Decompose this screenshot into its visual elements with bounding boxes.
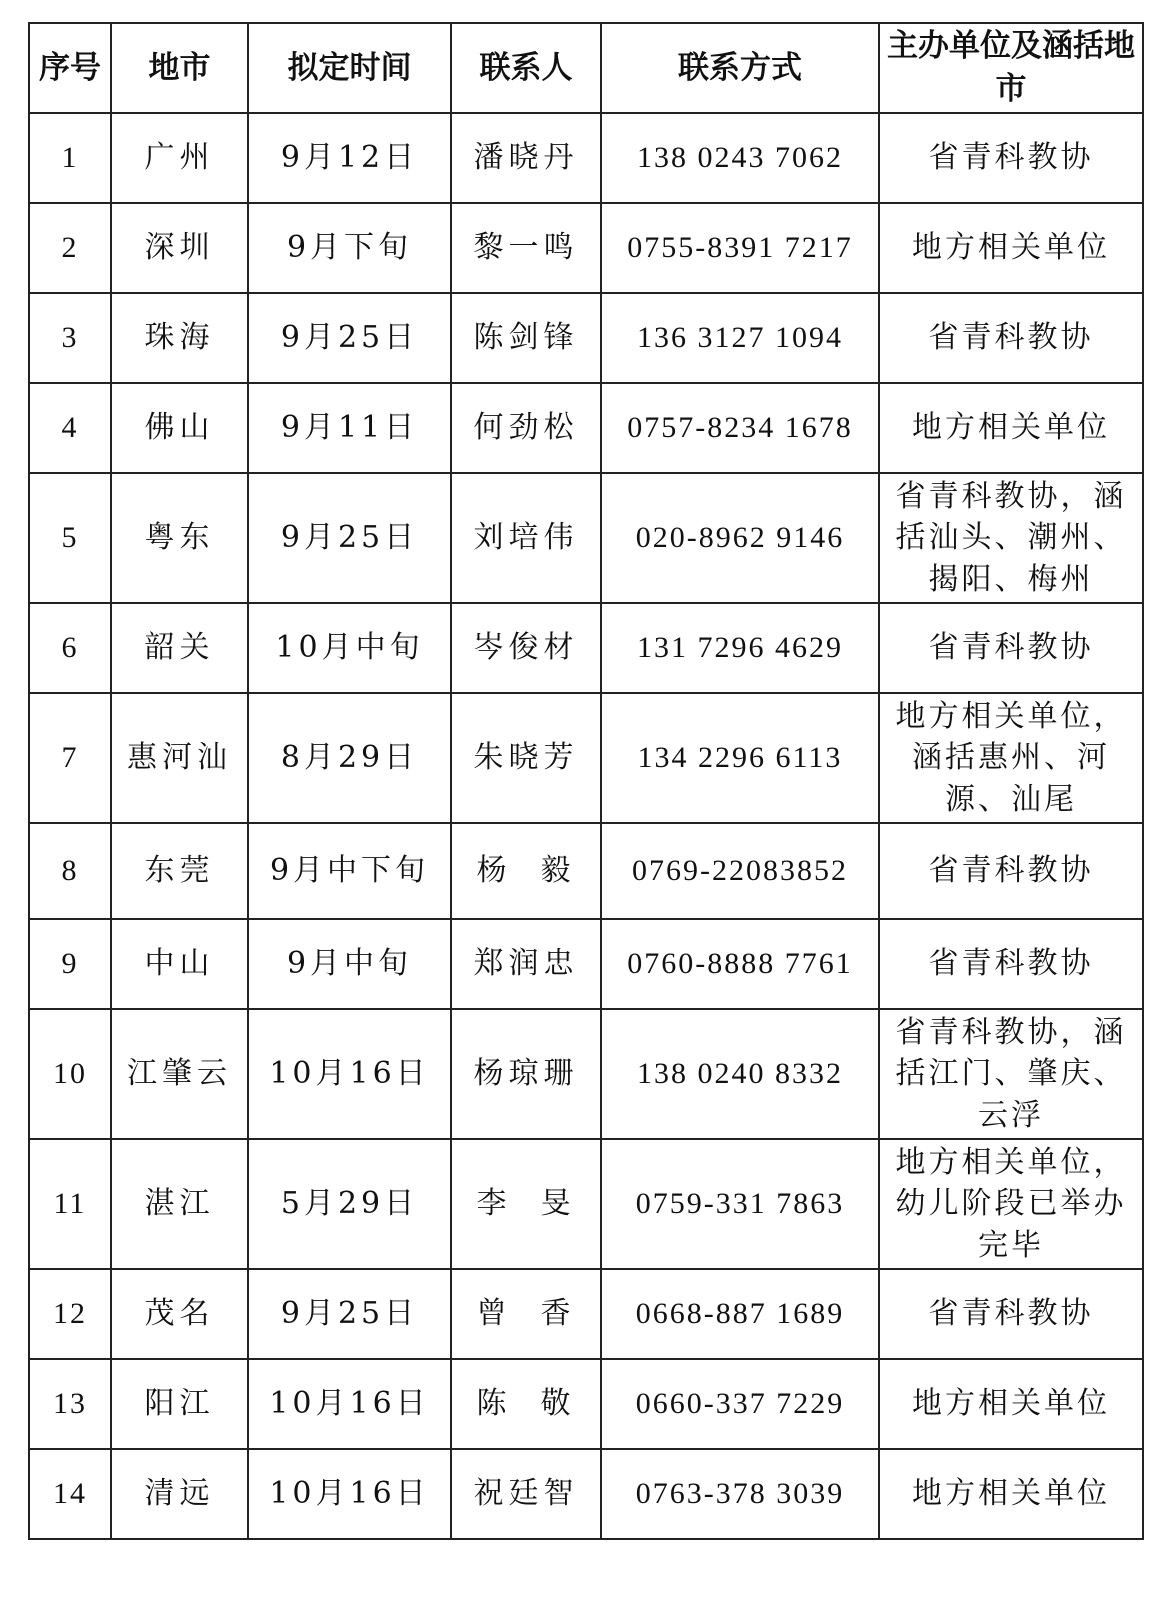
contact-person-cell: 杨琼珊: [451, 1009, 601, 1139]
city-cell: 粤东: [111, 473, 248, 603]
contact-person-cell: 黎一鸣: [451, 203, 601, 293]
serial-number-cell: 14: [29, 1449, 111, 1539]
city-cell: 茂名: [111, 1269, 248, 1359]
planned-time-cell: 9月25日: [248, 1269, 451, 1359]
serial-number-cell: 11: [29, 1139, 111, 1269]
contact-person-cell: 李 旻: [451, 1139, 601, 1269]
phone-cell: 0668-887 1689: [601, 1269, 879, 1359]
table-row: [29, 1359, 1143, 1449]
phone-cell: 131 7296 4629: [601, 603, 879, 693]
serial-number-cell: 6: [29, 603, 111, 693]
contact-person-cell: 朱晓芳: [451, 693, 601, 823]
city-cell: 江肇云: [111, 1009, 248, 1139]
header-planned-time: 拟定时间: [248, 23, 451, 113]
phone-cell: 0757-8234 1678: [601, 383, 879, 473]
phone-cell: 136 3127 1094: [601, 293, 879, 383]
planned-time-cell: 9月中下旬: [248, 823, 451, 919]
organizer-cell: 地方相关单位，幼儿阶段已举办完毕: [879, 1139, 1143, 1269]
contact-person-cell: 杨 毅: [451, 823, 601, 919]
organizer-cell: 地方相关单位: [879, 1359, 1143, 1449]
city-cell: 韶关: [111, 603, 248, 693]
organizer-cell: 地方相关单位: [879, 203, 1143, 293]
phone-cell: 134 2296 6113: [601, 693, 879, 823]
contact-person-cell: 陈 敬: [451, 1359, 601, 1449]
planned-time-cell: 9月12日: [248, 113, 451, 203]
planned-time-cell: 9月下旬: [248, 203, 451, 293]
serial-number-cell: 2: [29, 203, 111, 293]
serial-number-cell: 9: [29, 919, 111, 1009]
contact-person-cell: 祝廷智: [451, 1449, 601, 1539]
table-row: [29, 1449, 1143, 1539]
planned-time-cell: 5月29日: [248, 1139, 451, 1269]
planned-time-cell: 8月29日: [248, 693, 451, 823]
organizer-cell: 省青科教协: [879, 1269, 1143, 1359]
city-cell: 广州: [111, 113, 248, 203]
serial-number-cell: 4: [29, 383, 111, 473]
phone-cell: 0763-378 3039: [601, 1449, 879, 1539]
contact-person-cell: 刘培伟: [451, 473, 601, 603]
serial-number-cell: 1: [29, 113, 111, 203]
serial-number-cell: 8: [29, 823, 111, 919]
table-row: [29, 1009, 1143, 1139]
table-row: [29, 203, 1143, 293]
table-row: [29, 293, 1143, 383]
table-row: [29, 1139, 1143, 1269]
city-cell: 珠海: [111, 293, 248, 383]
city-cell: 湛江: [111, 1139, 248, 1269]
contact-person-cell: 曾 香: [451, 1269, 601, 1359]
city-cell: 阳江: [111, 1359, 248, 1449]
organizer-cell: 省青科教协，涵括江门、肇庆、云浮: [879, 1009, 1143, 1139]
planned-time-cell: 10月16日: [248, 1359, 451, 1449]
phone-cell: 020-8962 9146: [601, 473, 879, 603]
organizer-cell: 省青科教协: [879, 113, 1143, 203]
serial-number-cell: 13: [29, 1359, 111, 1449]
organizer-cell: 省青科教协: [879, 603, 1143, 693]
city-cell: 惠河汕: [111, 693, 248, 823]
phone-cell: 0760-8888 7761: [601, 919, 879, 1009]
planned-time-cell: 10月中旬: [248, 603, 451, 693]
serial-number-cell: 3: [29, 293, 111, 383]
header-serial-number: 序号: [29, 23, 111, 113]
organizer-cell: 省青科教协: [879, 919, 1143, 1009]
contact-person-cell: 何劲松: [451, 383, 601, 473]
table-row: [29, 919, 1143, 1009]
organizer-cell: 地方相关单位: [879, 1449, 1143, 1539]
header-contact-person: 联系人: [451, 23, 601, 113]
city-cell: 东莞: [111, 823, 248, 919]
header-organizer: 主办单位及涵括地市: [879, 23, 1143, 113]
header-row: [29, 23, 1143, 113]
serial-number-cell: 7: [29, 693, 111, 823]
phone-cell: 0769-22083852: [601, 823, 879, 919]
phone-cell: 0755-8391 7217: [601, 203, 879, 293]
contact-person-cell: 郑润忠: [451, 919, 601, 1009]
phone-cell: 138 0243 7062: [601, 113, 879, 203]
organizer-cell: 省青科教协: [879, 823, 1143, 919]
table-row: [29, 113, 1143, 203]
phone-cell: 0759-331 7863: [601, 1139, 879, 1269]
contact-person-cell: 岑俊材: [451, 603, 601, 693]
header-city: 地市: [111, 23, 248, 113]
planned-time-cell: 9月中旬: [248, 919, 451, 1009]
phone-cell: 138 0240 8332: [601, 1009, 879, 1139]
organizer-cell: 地方相关单位，涵括惠州、河源、汕尾: [879, 693, 1143, 823]
schedule-table: [28, 22, 1144, 1540]
planned-time-cell: 9月25日: [248, 473, 451, 603]
city-cell: 中山: [111, 919, 248, 1009]
planned-time-cell: 9月25日: [248, 293, 451, 383]
table-row: [29, 823, 1143, 919]
serial-number-cell: 12: [29, 1269, 111, 1359]
table-row: [29, 383, 1143, 473]
city-cell: 佛山: [111, 383, 248, 473]
planned-time-cell: 10月16日: [248, 1009, 451, 1139]
planned-time-cell: 9月11日: [248, 383, 451, 473]
table-row: [29, 603, 1143, 693]
contact-person-cell: 陈剑锋: [451, 293, 601, 383]
serial-number-cell: 10: [29, 1009, 111, 1139]
city-cell: 清远: [111, 1449, 248, 1539]
organizer-cell: 地方相关单位: [879, 383, 1143, 473]
contact-person-cell: 潘晓丹: [451, 113, 601, 203]
table-row: [29, 693, 1143, 823]
planned-time-cell: 10月16日: [248, 1449, 451, 1539]
header-contact-method: 联系方式: [601, 23, 879, 113]
serial-number-cell: 5: [29, 473, 111, 603]
table-row: [29, 1269, 1143, 1359]
phone-cell: 0660-337 7229: [601, 1359, 879, 1449]
organizer-cell: 省青科教协: [879, 293, 1143, 383]
city-cell: 深圳: [111, 203, 248, 293]
table-row: [29, 473, 1143, 603]
organizer-cell: 省青科教协，涵括汕头、潮州、揭阳、梅州: [879, 473, 1143, 603]
